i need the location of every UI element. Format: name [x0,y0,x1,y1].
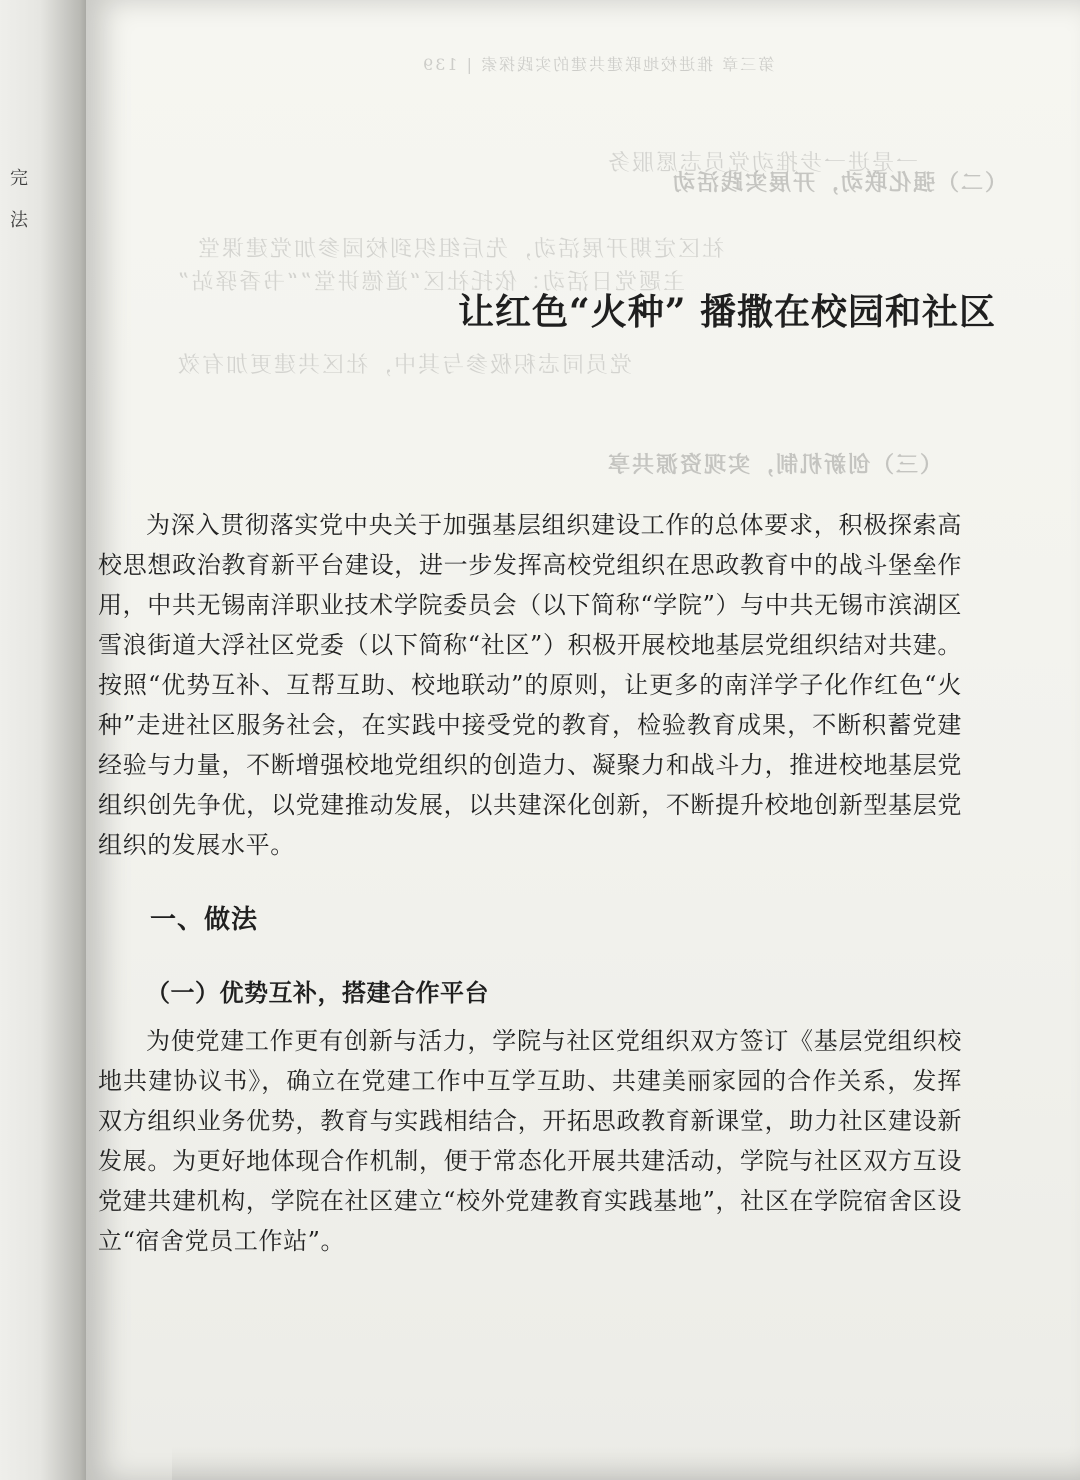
show-through-line: 党员同志积极参与其中，社区共建更加有效 [176,353,633,378]
article-body [98,505,962,1261]
left-page-fragment: 完 [10,168,28,189]
show-through-line: 一是进一步推动党员志愿服务 [606,151,919,176]
page-shadow [172,1445,1080,1480]
subsection-heading: （一）优势互补，搭建合作平台 [146,978,489,1007]
section-heading: 一、做法 [150,905,259,935]
subsection-paragraph: 为使党建工作更有创新与活力，学院与社区党组织双方签订《基层党组织校地共建协议书》，确立在党建工作中互学互助、共建美丽家园的合作关系，发挥双方组织业务优势，教育与实践相结合，开拓思政教育新课堂，助力社区建设新发展。为更好地体现合作机制，便于常态化开展共建活动，学院与社区双方互设党建共建机构，学院在社区建立“校外党建教育实践基地”，社区在学院宿舍区设立“宿舍党员工作站”。 [98,1027,962,1255]
left-page-fragment: 法 [10,210,28,231]
show-through-line: 主题党日活动：依托社区“道德讲堂”“书香驿站” [176,270,685,295]
show-through-line: （三）创新机制，实现资源共享 [606,452,943,478]
show-through-header: 第三章 推进校地联建共建的实践探索 | 139 [421,55,775,74]
show-through-line: （二）强化联动，开展实践活动 [671,170,1008,196]
show-through-line: 社区定期开展活动，先后组织到校园参加党建课堂 [196,237,725,262]
article-title: 让红色“火种” 播撒在校园和社区 [458,291,996,333]
intro-paragraph: 为深入贯彻落实党中央关于加强基层组织建设工作的总体要求，积极探索高校思想政治教育新平台建设，进一步发挥高校党组织在思政教育中的战斗堡垒作用，中共无锡南洋职业技术学院委员会（以下简称“学院”）与中共无锡市滨湖区雪浪街道大浮社区党委（以下简称“社区”）积极开展校地基层党组织结对共建。按照“优势互补、互帮互助、校地联动”的原则，让更多的南洋学子化作红色“火种”走进社区服务社会，在实践中接受党的教育，检验教育成果，不断积蓄党建经验与力量，不断增强校地党组织的创造力、凝聚力和战斗力，推进校地基层党组织创先争优，以党建推动发展，以共建深化创新，不断提升校地创新型基层党组织的发展水平。 [98,511,962,859]
